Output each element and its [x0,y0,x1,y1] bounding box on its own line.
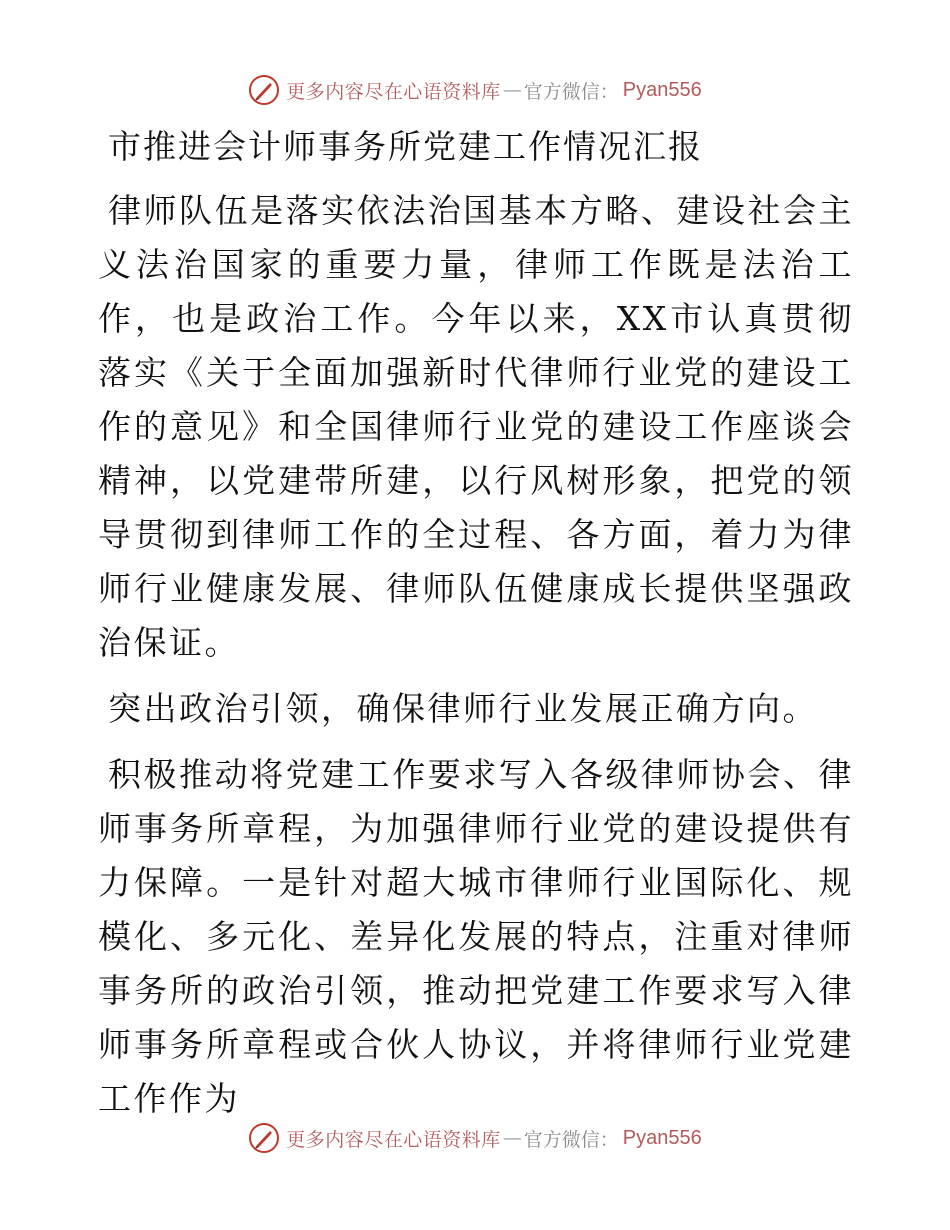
footer-watermark-banner [0,1118,950,1158]
banner-main-text: 更多内容尽在心语资料库 [286,80,501,103]
banner-official-label: 官方微信： [523,80,619,103]
feather-pen-logo-icon [248,74,280,106]
banner-separator: — [502,79,522,101]
paragraph-section-heading: 突出政治引领，确保律师行业发展正确方向。 [108,689,818,728]
feather-pen-logo-icon [248,1122,280,1154]
document-title: 市推进会计师事务所党建工作情况汇报 [108,127,703,166]
header-watermark-banner [0,70,950,110]
banner-separator: — [502,1127,522,1149]
banner-wechat-id: Pyan556 [622,78,702,101]
banner-wechat-id: Pyan556 [622,1126,702,1149]
banner-official-label: 官方微信： [523,1128,619,1151]
paragraph-intro: 律师队伍是落实依法治国基本方略、建设社会主义法治国家的重要力量，律师工作既是法治工作，也是政治工作。今年以来，XX市认真贯彻落实《关于全面加强新时代律师行业党的建设工作的意见》和全国律师行业党的建设工作座谈会精神，以党建带所建，以行风树形象，把党的领导贯彻到律师工作的全过程、各方面，着力为律师行业健康发展、律师队伍健康成长提供坚强政治保证。 [98,191,854,662]
document-body [98,120,854,1138]
paragraph-body: 积极推动将党建工作要求写入各级律师协会、律师事务所章程，为加强律师行业党的建设提供有力保障。一是针对超大城市律师行业国际化、规模化、多元化、差异化发展的特点，注重对律师事务所的政治引领，推动把党建工作要求写入律师事务所章程或合伙人协议，并将律师行业党建工作作为 [98,755,854,1118]
banner-main-text: 更多内容尽在心语资料库 [286,1128,501,1151]
